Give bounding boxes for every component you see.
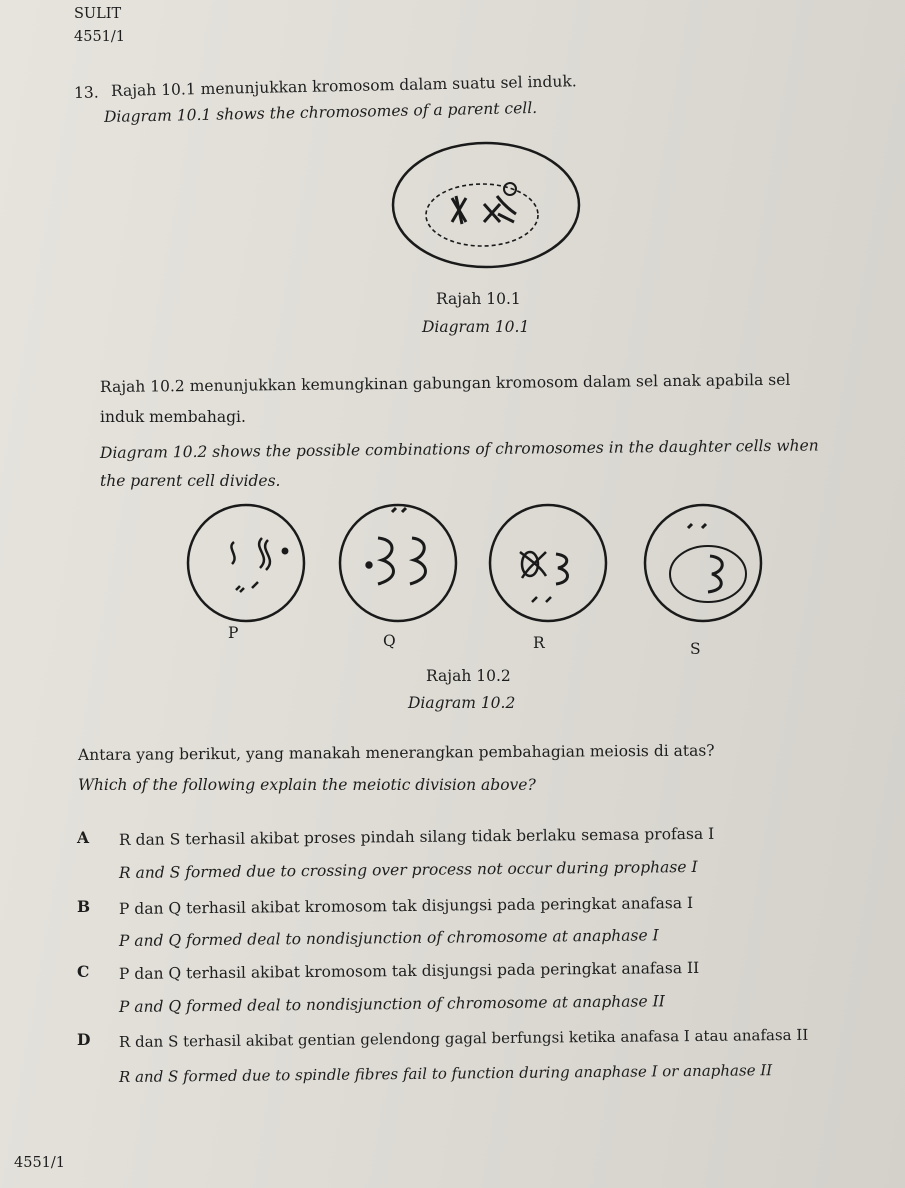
option-a-english: R and S formed due to crossing over process not occur during prophase I <box>118 857 698 882</box>
option-d-malay: R dan S terhasil akibat gentian gelendong gagal berfungsi ketika anafasa I atau anafasa II <box>118 1025 809 1051</box>
option-b-malay: P dan Q terhasil akibat kromosom tak disjungsi pada peringkat anafasa I <box>118 893 694 918</box>
diagram-10-1-malay: Rajah 10.1 <box>436 290 521 308</box>
option-b-english: P and Q formed deal to nondisjunction of chromosome at anaphase I <box>118 926 659 950</box>
para2-malay-line2: induk membahagi. <box>100 408 246 426</box>
option-b-letter: B <box>77 897 91 916</box>
option-d-letter: D <box>77 1030 91 1049</box>
option-d-english: R and S formed due to spindle fibres fail to function during anaphase I or anaphase II <box>118 1061 773 1086</box>
diagram-10-1-english: Diagram 10.1 <box>422 318 530 336</box>
para2-english-line1: Diagram 10.2 shows the possible combinations of chromosomes in the daughter cells when <box>99 436 819 462</box>
diagram-10-2-malay: Rajah 10.2 <box>426 667 511 685</box>
para2-english-line2: the parent cell divides. <box>100 472 281 490</box>
para2-malay-line1: Rajah 10.2 menunjukkan kemungkinan gabungan kromosom dalam sel anak apabila sel <box>99 370 791 396</box>
diagram-10-2-english: Diagram 10.2 <box>408 694 516 712</box>
intro-malay: Rajah 10.1 menunjukkan kromosom dalam suatu sel induk. <box>110 72 577 100</box>
sulit-label: SULIT <box>74 6 122 22</box>
question-ask-malay: Antara yang berikut, yang manakah menerangkan pembahagian meiosis di atas? <box>77 741 715 764</box>
option-a-malay: R dan S terhasil akibat proses pindah silang tidak berlaku semasa profasa I <box>118 824 715 849</box>
option-a-letter: A <box>77 828 90 847</box>
daughter-cell-q <box>340 505 456 621</box>
footer-code: 4551/1 <box>14 1155 66 1171</box>
cell-label-s: S <box>690 640 701 658</box>
cell-label-q: Q <box>383 632 396 650</box>
cell-label-r: R <box>533 634 545 652</box>
intro-english: Diagram 10.1 shows the chromosomes of a parent cell. <box>103 98 538 126</box>
option-c-letter: C <box>77 962 90 981</box>
cell-label-p: P <box>228 624 239 642</box>
question-number: 13. <box>73 83 99 102</box>
option-c-english: P and Q formed deal to nondisjunction of chromosome at anaphase II <box>118 992 665 1016</box>
question-ask-english: Which of the following explain the meiotic division above? <box>78 776 536 794</box>
daughter-cell-s <box>645 505 761 621</box>
daughter-cell-r <box>490 505 606 621</box>
option-c-malay: P dan Q terhasil akibat kromosom tak disjungsi pada peringkat anafasa II <box>118 958 700 983</box>
paper-code: 4551/1 <box>74 29 126 45</box>
daughter-cell-p <box>188 505 304 621</box>
